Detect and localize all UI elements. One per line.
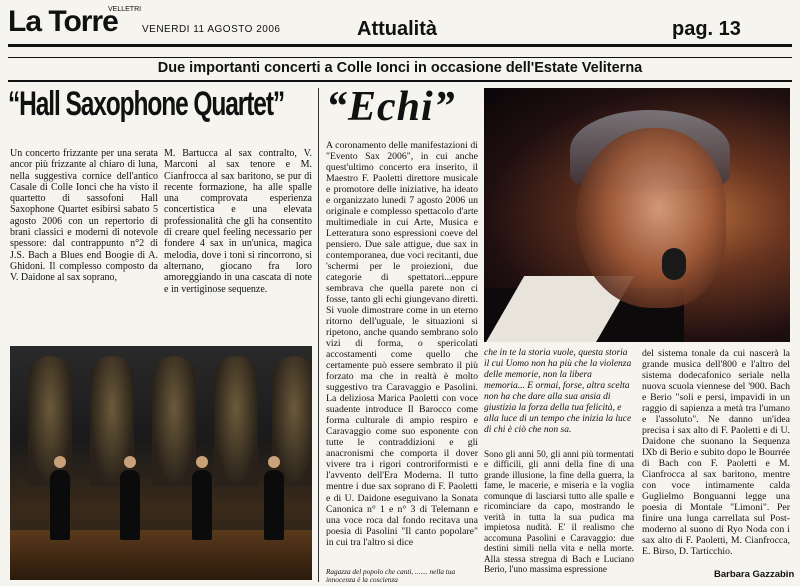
page-number: pag. 13 (672, 18, 741, 40)
newspaper-logo: La Torre (8, 5, 118, 38)
poem-excerpt-left: Ragazza del popolo che canti, ....... nella tua innocenza è la coscienza (326, 568, 456, 584)
echi-article-column-2: Sono gli anni 50, gli anni più tormentati e difficili, gli anni della fine di una grande illusione, la fine della guerra, la fame, le macerie, e miseria e la voglia comunque di lasciarsi tutto alle spalle e ricominciare da capo, mostrando le verità in tutta la sua pudica ma impietosa nudità. E' il realismo che accomuna Pasolini e Caravaggio: due destini simili nella vita e nella morte. Alla stessa stregua di Bach e Luciano Berio, l'uno massima espressione (484, 450, 634, 575)
concert-photo (10, 346, 312, 580)
poem-excerpt: che in te la storia vuole, questa storia il cui Uomo non ha più che la violenza delle memorie, non la libera memoria... E ormai, forse, altra scelta non ha che dare alla sua ansia di giustizia la forza della tua felicità, e alla luce di un tempo che inizia la luce di chi è ciò che non sa. (484, 348, 632, 435)
section-title: Attualità (357, 18, 437, 40)
masthead (0, 0, 800, 56)
logo-subtitle: VELLETRI (108, 6, 142, 13)
hall-article-column-1: Un concerto frizzante per una serata ancor più frizzante al chiaro di luna, nella suggestiva cornice dell'antico Casale di Colle Ionci che ha visto il quartetto di sassofoni Hall Saxophone Quartet esibirsi sabato 5 agosto 2006 con un repertorio di brani classici e moderni di notevole spessore: dal contrappunto n°2 di J.S. Bach a Blues end Boogie di A. Ghidoni. Il complesso composto da V. Daidone al sax soprano, (10, 148, 158, 284)
headline-rule (8, 80, 792, 82)
page-headline: Due importanti concerti a Colle Ionci in occasione dell'Estate Veliterna (157, 60, 643, 76)
author-byline: Barbara Gazzabin (714, 569, 795, 580)
article-title-hall: “Hall Saxophone Quartet” (8, 85, 285, 123)
hall-article-column-2: M. Bartucca al sax contralto, V. Marconi al sax tenore e M. Cianfrocca al sax baritono, se pur di recente formazione, ha alle spalle una comprovata esperienza concertistica e una elevata professionalità che gli ha consentito di creare quel feeling necessario per fondere 4 sax in un'unica, magica melodia, dove i toni si rincorrono, si alternano, giocano fra loro amoreggiando in una cascata di note e in vertiginose sequenze. (164, 148, 312, 295)
masthead-rule (8, 44, 792, 47)
masthead-rule-thin (8, 57, 792, 58)
performer-portrait-photo (484, 88, 790, 342)
column-divider (318, 88, 319, 582)
echi-article-column-3: del sistema tonale da cui nascerà la grande musica dell'800 e l'altro del sistema dodecafonico seriale nella nuova scuola viennese del '900. Bach e Berio "soli e persi, impavidi in un raggio di sapienza a metà tra l'umano e l'assoluto". Ne danno un'idea precisa i sax alto di F. Paoletti e di U. Daidone che suonano la Sequenza IXb di Berio e subito dopo le Bourrée di Bach con F. Paoletti e M. Cianfrocca al sax baritono, mentre con voce intimamente calda Guglielmo Bonguanni legge una poesia di Montale "Limoni". Per finire una lunga carrellata sul Post-moderno al suono di Ryo Noda con i sax alto di F. Paoletti, M. Cianfrocca, E. Birso, D. Tarticchio. (642, 348, 790, 558)
issue-date: VENERDI 11 AGOSTO 2006 (142, 24, 281, 35)
article-title-echi: “Echi” (326, 84, 456, 130)
echi-article-column-1: A coronamento delle manifestazioni di "Evento Sax 2006", in cui anche quest'ultimo concerto era inserito, il Maestro F. Paoletti direttore musicale e promotore delle iniziative, ha ideato e organizzato lunedì 7 agosto 2006 un originale e complesso spettacolo d'arte multimediale in cui Arte, Musica e Letteratura sono espressioni coeve del pensiero. Due sale attigue, due sax in contemporanea, due voci recitanti, due 'schermi per le proiezioni, due categorie di spettatori...eppure sembrava che quella parete non ci fosse, tanto gli echi giungevano diretti. Si vuole dimostrare come in un eterno ritorno dell'uguale, le situazioni si ripetono, anche quando sembrano solo vizi di forma, o spericolati accostamenti come quello che certamente può essere sembrato il più forzato ma che in realtà è molto suggestivo tra Caravaggio e Pasolini. La deliziosa Marica Paoletti con voce suadente introduce Il Barocco come forma culturale di ampio respiro e Caravaggio come suo esponente con tutte le contraddizioni e gli anacronismi che comporta il dover vivere tra i rigori controriformisti e l'avvento dell'Era Moderna. Il tutto mentre i due sax soprano di F. Paoletti e di U. Daidone eseguivano la Sonata Canonica n° 1 e n° 3 di Telemann e una voce roca dal fondo recitava una poesia di Pasolini "Il canto popolare" in cui tra l'altro si dice (326, 140, 478, 548)
